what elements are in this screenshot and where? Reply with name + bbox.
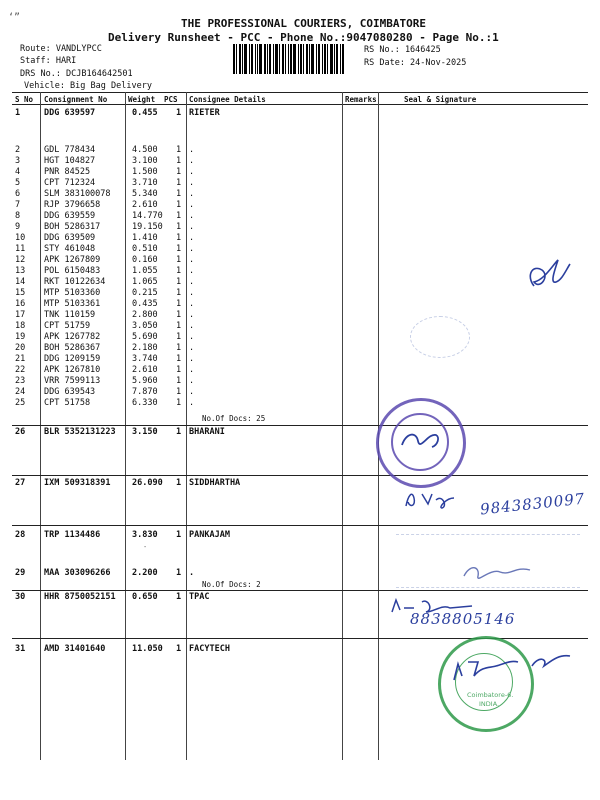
row-consignment: RKT 10122634	[44, 277, 106, 287]
row-pcs: 1	[176, 299, 182, 309]
row-weight: 0.215	[132, 288, 158, 298]
row-consignee: .	[189, 233, 195, 243]
row-consignment: CPT 51759	[44, 321, 91, 331]
row-consignee: .	[189, 277, 195, 287]
row-consignee: .	[189, 145, 195, 155]
row-consignment: APK 1267782	[44, 332, 101, 342]
row-weight: 5.340	[132, 189, 158, 199]
staff-label: Staff: HARI	[20, 56, 77, 66]
row-weight: 5.960	[132, 376, 158, 386]
row-sno: 11	[15, 244, 26, 254]
row-consignment: MTP 5103361	[44, 299, 101, 309]
row-pcs: 1	[176, 189, 182, 199]
row-weight: 2.200	[132, 568, 158, 578]
row-pcs: 1	[176, 108, 182, 118]
runsheet-subtitle: Delivery Runsheet - PCC - Phone No.:9047080280 - Page No.:1	[108, 31, 499, 44]
row-consignment: IXM 509318391	[44, 478, 111, 488]
row-consignee: BHARANI	[189, 427, 225, 437]
row-consignment: HGT 104827	[44, 156, 96, 166]
row-sno: 24	[15, 387, 26, 397]
row-rule	[12, 475, 588, 476]
row-consignee: .	[189, 398, 195, 408]
row-weight: 0.510	[132, 244, 158, 254]
row-weight: 11.050	[132, 644, 163, 654]
row-sno: 19	[15, 332, 26, 342]
row-weight: 5.690	[132, 332, 158, 342]
group-rule	[12, 425, 588, 426]
row-weight: 3.150	[132, 427, 158, 437]
row-consignment: HHR 8750052151	[44, 592, 116, 602]
row-weight: 3.100	[132, 156, 158, 166]
row-pcs: 1	[176, 211, 182, 221]
rs-number: RS No.: 1646425	[364, 45, 441, 55]
row-sno: 13	[15, 266, 26, 276]
row-consignment: BLR 5352131223	[44, 427, 116, 437]
row-weight: 3.050	[132, 321, 158, 331]
row-pcs: 1	[176, 244, 182, 254]
row-weight: 1.055	[132, 266, 158, 276]
row-consignee: .	[189, 332, 195, 342]
pencil-mark: -	[143, 543, 148, 551]
row-sno: 16	[15, 299, 26, 309]
row-consignee: FACYTECH	[189, 644, 230, 654]
row-sno: 4	[15, 167, 21, 177]
row-consignment: DDG 639509	[44, 233, 96, 243]
green-stamp-city: Coimbatore-6.	[467, 691, 514, 699]
row-weight: 7.870	[132, 387, 158, 397]
row-pcs: 1	[176, 233, 182, 243]
row-consignee: .	[189, 178, 195, 188]
col-seal: Seal & Signature	[404, 95, 477, 104]
rs-date: RS Date: 24-Nov-2025	[364, 58, 467, 68]
row-weight: 1.065	[132, 277, 158, 287]
row-pcs: 1	[176, 530, 182, 540]
row-consignee: TPAC	[189, 592, 210, 602]
row-consignment: POL 6150483	[44, 266, 101, 276]
row-pcs: 1	[176, 200, 182, 210]
row-pcs: 1	[176, 288, 182, 298]
row-pcs: 1	[176, 398, 182, 408]
row-pcs: 1	[176, 178, 182, 188]
docs-count-2: No.Of Docs: 2	[202, 580, 261, 589]
row-pcs: 1	[176, 310, 182, 320]
row-sno: 17	[15, 310, 26, 320]
row-weight: 0.455	[132, 108, 158, 118]
col-divider	[342, 92, 343, 760]
col-consignment: Consignment No	[44, 95, 108, 104]
barcode	[233, 44, 361, 74]
row-pcs: 1	[176, 568, 182, 578]
row-consignee: .	[189, 222, 195, 232]
row-consignment: TNK 110159	[44, 310, 96, 320]
row-consignment: SLM 383100078	[44, 189, 111, 199]
row-consignment: APK 1267810	[44, 365, 101, 375]
row-sno: 12	[15, 255, 26, 265]
row-consignee: .	[189, 200, 195, 210]
row-consignee: .	[189, 266, 195, 276]
row-consignee: RIETER	[189, 108, 220, 118]
row-pcs: 1	[176, 145, 182, 155]
row-rule	[12, 525, 588, 526]
row-consignment: DDG 1209159	[44, 354, 101, 364]
row-consignee: .	[189, 189, 195, 199]
route-label: Route: VANDLYPCC	[20, 44, 102, 54]
row-consignee: .	[189, 167, 195, 177]
row-consignment: STY 461048	[44, 244, 96, 254]
row-consignee: .	[189, 343, 195, 353]
col-remarks: Remarks	[345, 95, 377, 104]
row-rule	[12, 590, 588, 591]
row-sno: 27	[15, 478, 26, 488]
row-sno: 18	[15, 321, 26, 331]
row-pcs: 1	[176, 156, 182, 166]
row-consignee: .	[189, 244, 195, 254]
row-consignee: .	[189, 376, 195, 386]
row-pcs: 1	[176, 478, 182, 488]
col-divider	[125, 92, 126, 760]
row-pcs: 1	[176, 277, 182, 287]
col-pcs: PCS	[164, 95, 178, 104]
row-consignment: DDG 639597	[44, 108, 96, 118]
faded-stamp	[410, 316, 470, 358]
row-pcs: 1	[176, 354, 182, 364]
row-sno: 3	[15, 156, 21, 166]
row-weight: 4.500	[132, 145, 158, 155]
row-weight: 2.800	[132, 310, 158, 320]
col-divider	[40, 92, 41, 760]
row-pcs: 1	[176, 266, 182, 276]
row-sno: 29	[15, 568, 26, 578]
row-sno: 6	[15, 189, 21, 199]
row-sno: 22	[15, 365, 26, 375]
row-sno: 23	[15, 376, 26, 386]
row-consignee: .	[189, 387, 195, 397]
row-pcs: 1	[176, 387, 182, 397]
col-consignee: Consignee Details	[189, 95, 266, 104]
row-sno: 25	[15, 398, 26, 408]
row-consignee: .	[189, 288, 195, 298]
row-sno: 9	[15, 222, 21, 232]
row-weight: 0.650	[132, 592, 158, 602]
row-pcs: 1	[176, 376, 182, 386]
table-top-rule	[12, 92, 588, 93]
row-weight: 2.610	[132, 200, 158, 210]
row-pcs: 1	[176, 255, 182, 265]
row-sno: 21	[15, 354, 26, 364]
row-consignee: .	[189, 156, 195, 166]
row-weight: 1.500	[132, 167, 158, 177]
row-consignment: GDL 778434	[44, 145, 96, 155]
row-consignment: DDG 639543	[44, 387, 96, 397]
row-consignment: APK 1267809	[44, 255, 101, 265]
row-sno: 5	[15, 178, 21, 188]
row-weight: 2.610	[132, 365, 158, 375]
row-weight: 14.770	[132, 211, 163, 221]
col-sno: S No	[15, 95, 34, 104]
row-pcs: 1	[176, 365, 182, 375]
row-pcs: 1	[176, 321, 182, 331]
row-sno: 8	[15, 211, 21, 221]
row-consignment: AMD 31401640	[44, 644, 106, 654]
row-consignment: BOH 5286317	[44, 222, 101, 232]
row-consignee: PANKAJAM	[189, 530, 230, 540]
row-consignee: .	[189, 255, 195, 265]
col-weight: Weight	[128, 95, 156, 104]
docs-count-1: No.Of Docs: 25	[202, 414, 266, 423]
drs-number: DRS No.: DCJB164642501	[20, 69, 133, 79]
row-consignee: .	[189, 365, 195, 375]
row-pcs: 1	[176, 427, 182, 437]
row-consignee: .	[189, 211, 195, 221]
row-pcs: 1	[176, 644, 182, 654]
row-consignment: BOH 5286367	[44, 343, 101, 353]
mark-dots: ‘”	[8, 12, 21, 23]
purple-signature-icon	[398, 425, 444, 453]
row-weight: 19.150	[132, 222, 163, 232]
row-pcs: 1	[176, 167, 182, 177]
row-sno: 15	[15, 288, 26, 298]
row-consignment: MTP 5103360	[44, 288, 101, 298]
row-weight: 2.180	[132, 343, 158, 353]
row-consignment: CPT 51758	[44, 398, 91, 408]
row-sno: 26	[15, 427, 26, 437]
row-sno: 20	[15, 343, 26, 353]
row-pcs: 1	[176, 592, 182, 602]
row-weight: 3.740	[132, 354, 158, 364]
table-header-rule	[12, 104, 588, 105]
row-consignee: .	[189, 354, 195, 364]
signature-scribble-icon	[524, 252, 574, 298]
row-consignment: MAA 303096266	[44, 568, 111, 578]
row-sno: 30	[15, 592, 26, 602]
row-sno: 31	[15, 644, 26, 654]
row-weight: 1.410	[132, 233, 158, 243]
row-consignee: .	[189, 310, 195, 320]
row-sno: 28	[15, 530, 26, 540]
row-sno: 14	[15, 277, 26, 287]
faded-signature-icon	[460, 558, 536, 586]
row-consignee: .	[189, 321, 195, 331]
row-consignment: TRP 1134486	[44, 530, 101, 540]
row-consignment: VRR 7599113	[44, 376, 101, 386]
row-sno: 2	[15, 145, 21, 155]
row-sno: 1	[15, 108, 21, 118]
col-divider	[186, 92, 187, 760]
handwritten-phone-1: 9843830097	[479, 489, 587, 519]
row-consignee: .	[189, 299, 195, 309]
row-weight: 0.435	[132, 299, 158, 309]
handwritten-phone-2: 8838805146	[410, 610, 516, 628]
row-weight: 3.830	[132, 530, 158, 540]
row-pcs: 1	[176, 343, 182, 353]
row-consignment: DDG 639559	[44, 211, 96, 221]
green-stamp-country: INDIA.	[479, 700, 500, 708]
row-consignment: CPT 712324	[44, 178, 96, 188]
row-consignee: .	[189, 568, 195, 578]
row-weight: 6.330	[132, 398, 158, 408]
row-sno: 7	[15, 200, 21, 210]
row-consignment: PNR 84525	[44, 167, 91, 177]
company-title: THE PROFESSIONAL COURIERS, COIMBATORE	[181, 17, 427, 30]
row-consignee: SIDDHARTHA	[189, 478, 241, 488]
row-consignment: RJP 3796658	[44, 200, 101, 210]
row-pcs: 1	[176, 222, 182, 232]
row-pcs: 1	[176, 332, 182, 342]
vehicle-label: Vehicle: Big Bag Delivery	[24, 81, 152, 91]
row-weight: 3.710	[132, 178, 158, 188]
row-sno: 10	[15, 233, 26, 243]
green-signature-icon	[448, 646, 578, 686]
row-weight: 0.160	[132, 255, 158, 265]
row-weight: 26.090	[132, 478, 163, 488]
signature-initials-icon	[402, 486, 472, 512]
